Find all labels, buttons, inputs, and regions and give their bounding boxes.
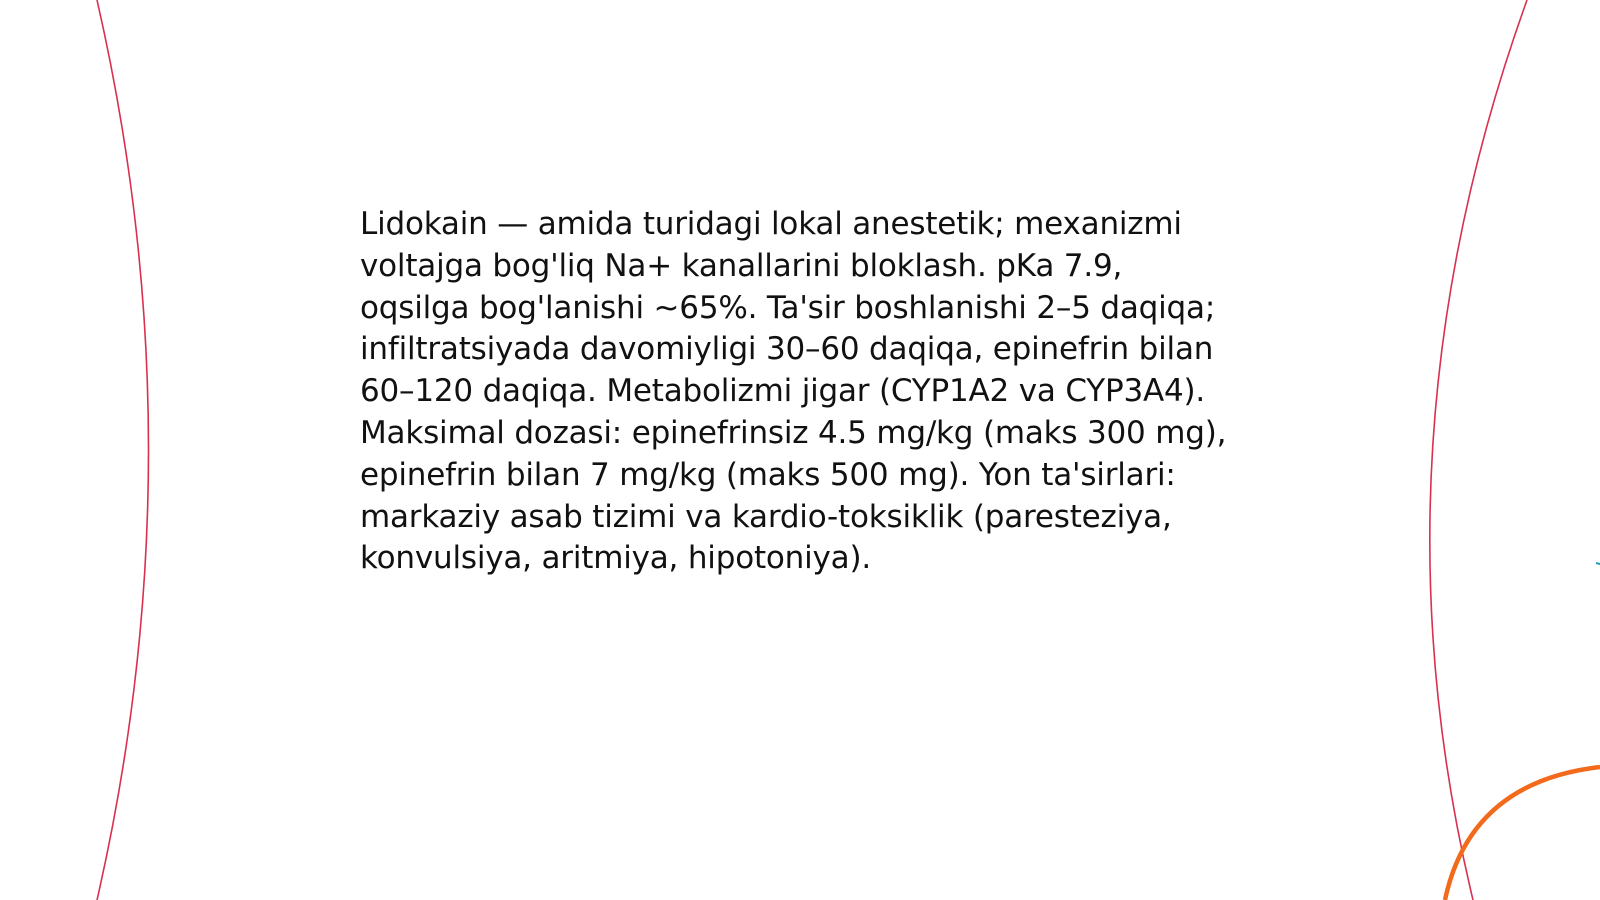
- lidocaine-description-text: Lidokain — amida turidagi lokal anestetik; mexanizmi voltajga bog'liq Na+ kanallarini bloklash. pKa 7.9, oqsilga bog'lanishi ~65%. Ta'sir boshlanishi 2–5 daqiqa; infiltratsiyada davomiyligi 30–60 daqiqa, epinefrin bilan 60–120 daqiqa. Metabolizmi jigar (CYP1A2 va CYP3A4). Maksimal dozasi: epinefrinsiz 4.5 mg/kg (maks 300 mg), epinefrin bilan 7 mg/kg (maks 500 mg). Yon ta'sirlari: markaziy asab tizimi va kardio-toksiklik (paresteziya, konvulsiya, aritmiya, hipotoniya).: [360, 206, 1227, 577]
- right-decorative-arc: [1430, 0, 1527, 900]
- teal-accent-mark: [1596, 563, 1600, 564]
- left-decorative-arc: [97, 0, 149, 900]
